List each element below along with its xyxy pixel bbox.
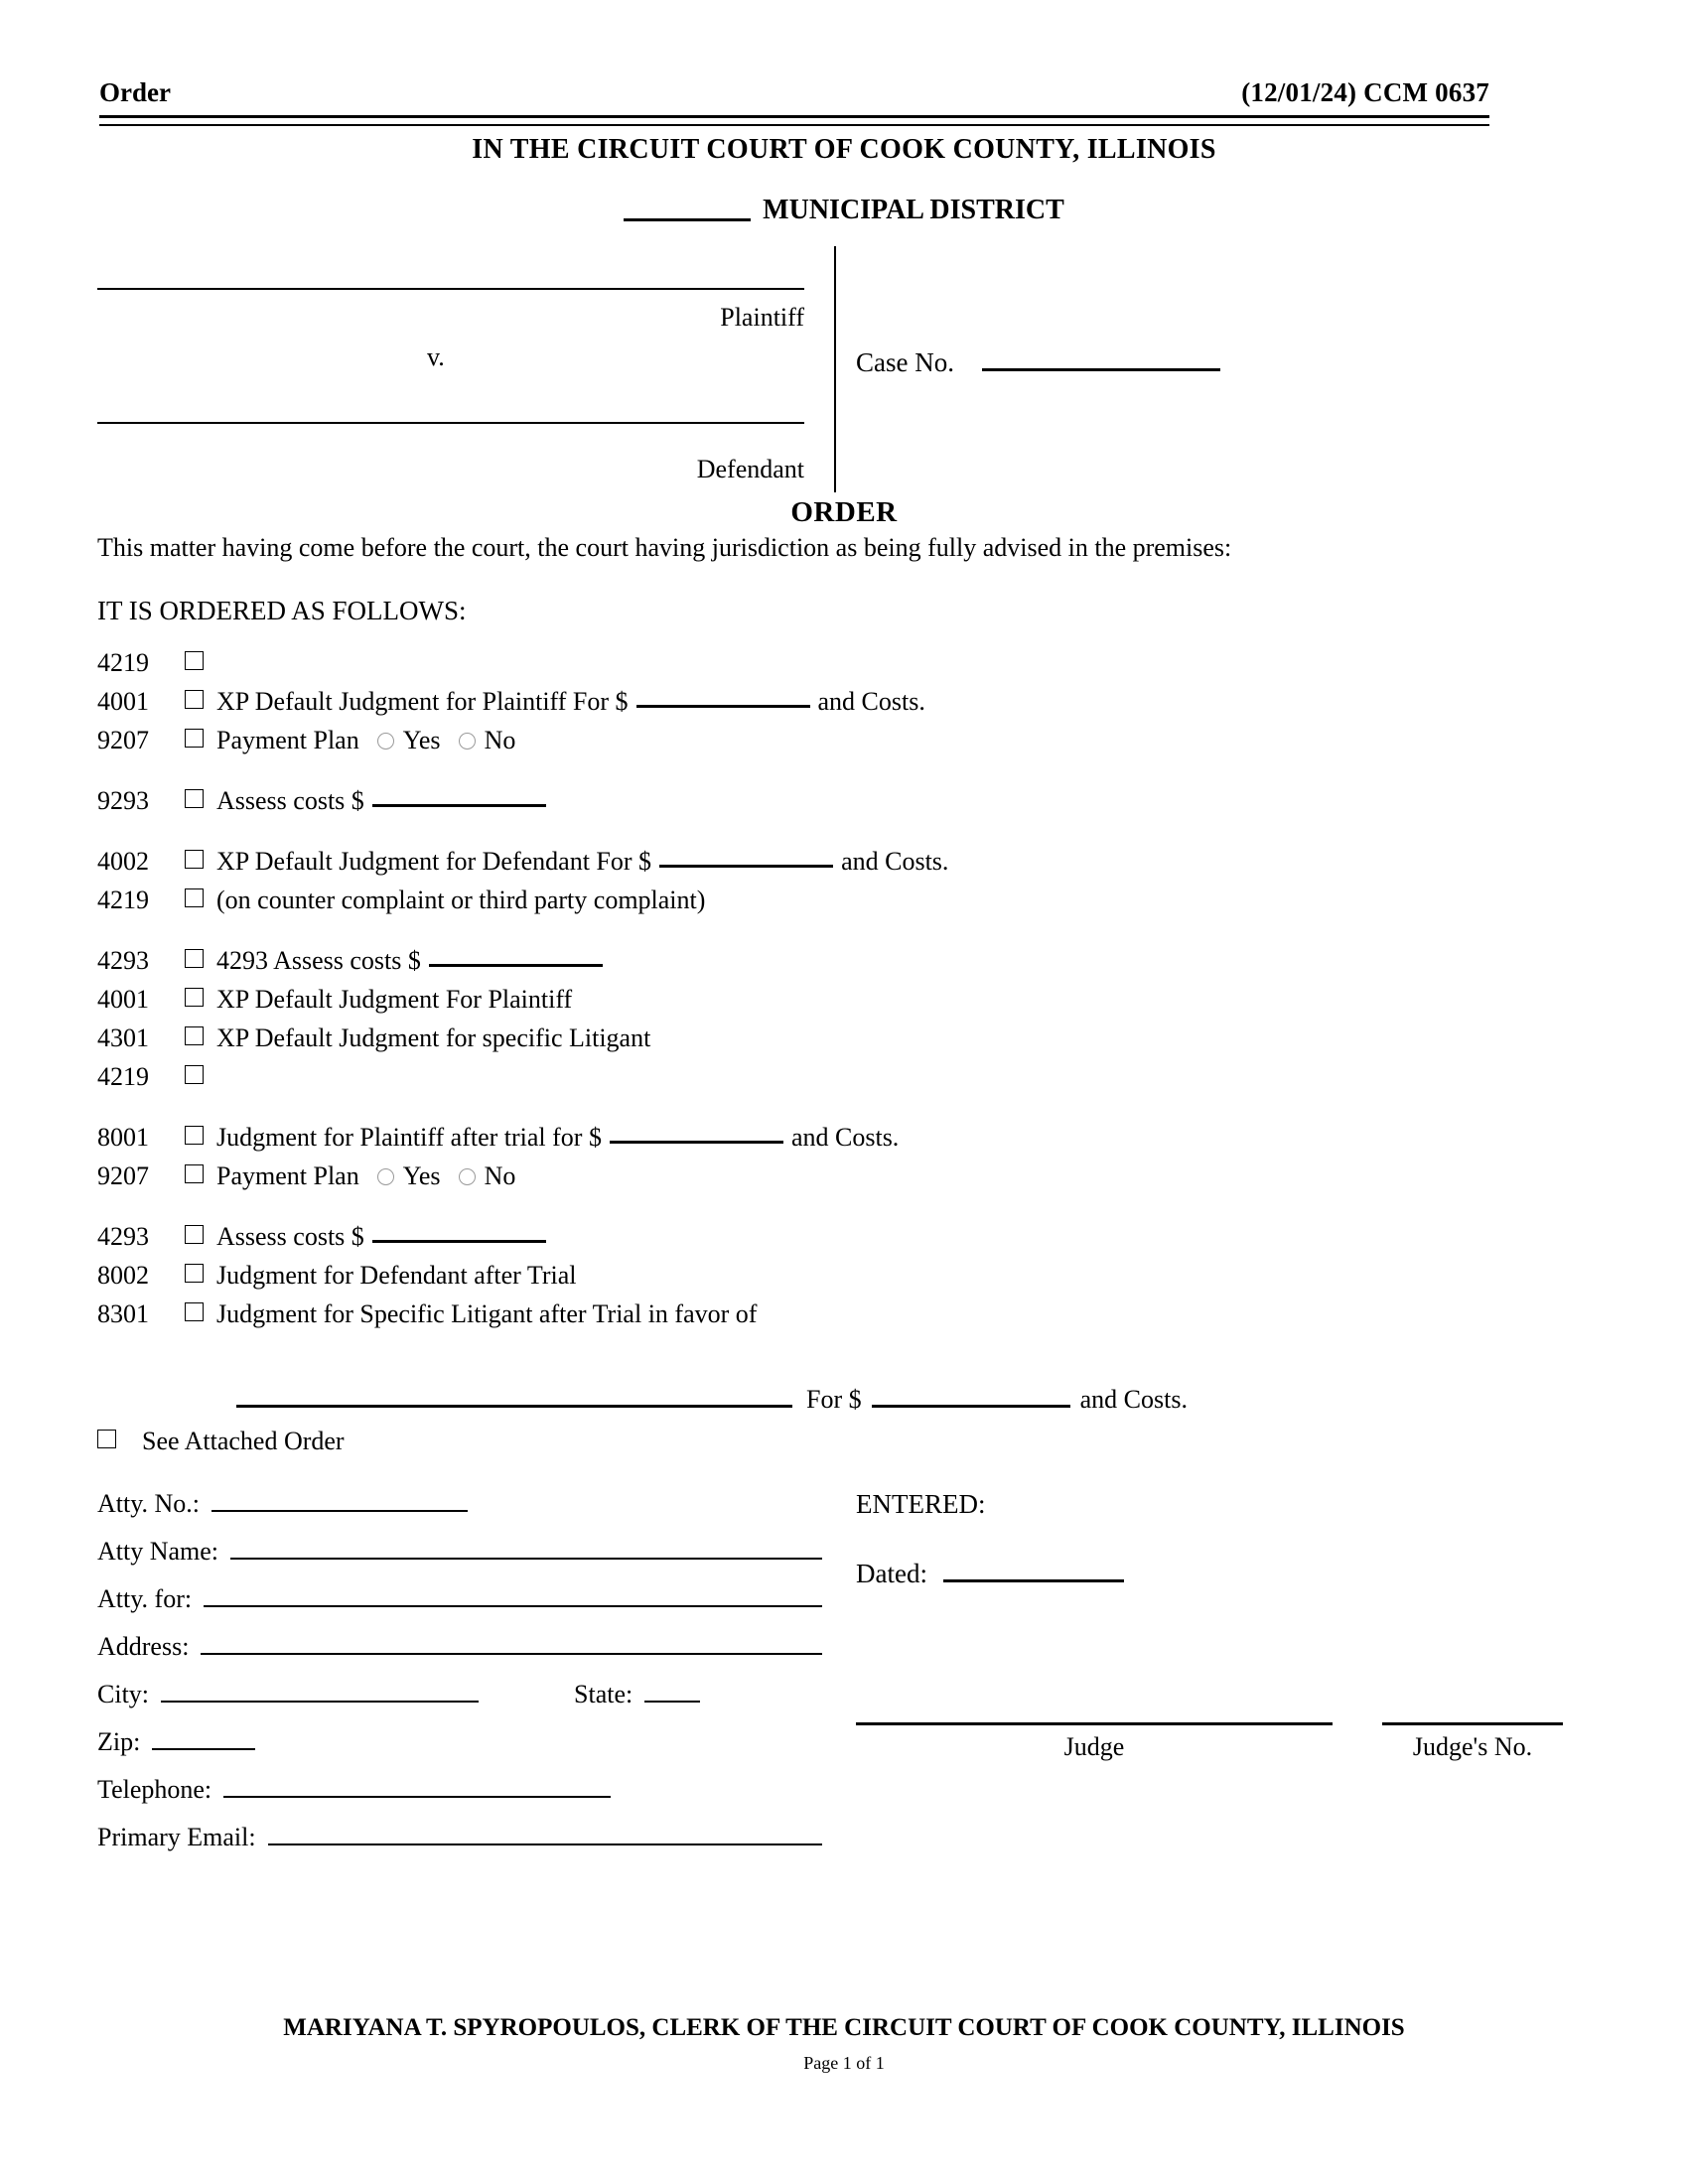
atty-for-field (97, 1584, 822, 1632)
amount-blank[interactable] (636, 705, 810, 708)
footer-clerk-line: MARIYANA T. SPYROPOULOS, CLERK OF THE CIRCUIT COURT OF COOK COUNTY, ILLINOIS (283, 2014, 1405, 2041)
radio-yes-label: Yes (402, 726, 441, 754)
order-item-row (97, 786, 1607, 825)
attorney-information-block (97, 1489, 822, 1870)
state-label: State: (574, 1680, 633, 1708)
in-favor-of-blank[interactable] (236, 1405, 792, 1408)
atty-name-input[interactable] (230, 1558, 822, 1560)
header-double-rule (99, 115, 1489, 126)
case-number-field (856, 347, 1220, 378)
item-code: 8002 (97, 1261, 149, 1290)
checkbox[interactable] (185, 789, 204, 808)
item-code: 9293 (97, 786, 149, 815)
city-label: City: (97, 1680, 150, 1708)
checkbox[interactable] (185, 949, 204, 968)
item-code: 4301 (97, 1024, 149, 1052)
order-item-row (97, 648, 1607, 687)
for-amount-label: For $ (806, 1385, 862, 1414)
atty-for-label: Atty. for: (97, 1584, 193, 1613)
checkbox[interactable] (185, 729, 204, 748)
item-label: Payment Plan (216, 726, 359, 754)
case-number-label: Case No. (856, 347, 954, 377)
radio-no[interactable] (459, 1168, 476, 1185)
order-item-row (97, 847, 1607, 886)
item-code: 4293 (97, 1222, 149, 1251)
city-state-field (97, 1680, 822, 1727)
address-label: Address: (97, 1632, 190, 1661)
checkbox[interactable] (185, 651, 204, 670)
order-item-row (97, 1024, 1607, 1062)
item-label: XP Default Judgment For Plaintiff (216, 985, 573, 1014)
amount-blank[interactable] (429, 964, 603, 967)
defendant-name-blank[interactable] (97, 422, 804, 424)
judge-number-line[interactable] (1382, 1722, 1563, 1725)
item-code: 4293 (97, 946, 149, 975)
item-code: 4219 (97, 1062, 149, 1091)
atty-no-input[interactable] (211, 1510, 468, 1512)
order-item-row (97, 886, 1607, 924)
item-code: 4001 (97, 687, 149, 716)
dated-label: Dated: (856, 1559, 927, 1588)
item-code: 4219 (97, 648, 149, 677)
item-label: Judgment for Plaintiff after trial for $ (216, 1123, 602, 1152)
plaintiff-name-blank[interactable] (97, 288, 804, 290)
telephone-input[interactable] (223, 1796, 611, 1798)
dated-field (856, 1559, 1124, 1589)
case-number-blank[interactable] (982, 368, 1220, 371)
item-label-suffix: and Costs. (817, 687, 925, 716)
zip-input[interactable] (152, 1748, 255, 1750)
checkbox[interactable] (185, 888, 204, 907)
item-code: 4001 (97, 985, 149, 1014)
order-item-row (97, 1123, 1607, 1161)
versus-label: v. (427, 342, 445, 371)
caption-vertical-divider (834, 246, 836, 492)
checkbox[interactable] (185, 1164, 204, 1183)
order-item-row (97, 1299, 1607, 1338)
plaintiff-label: Plaintiff (720, 303, 804, 332)
atty-name-label: Atty Name: (97, 1537, 219, 1566)
zip-field (97, 1727, 822, 1775)
checkbox[interactable] (185, 690, 204, 709)
radio-yes[interactable] (377, 733, 394, 750)
item-label: 4293 Assess costs $ (216, 946, 421, 975)
primary-email-input[interactable] (268, 1843, 822, 1845)
order-item-row (97, 946, 1607, 985)
primary-email-field (97, 1823, 822, 1870)
checkbox[interactable] (185, 1026, 204, 1045)
atty-for-input[interactable] (204, 1605, 822, 1607)
item-label: Judgment for Defendant after Trial (216, 1261, 577, 1290)
checkbox[interactable] (185, 1225, 204, 1244)
item-code: 9207 (97, 1161, 149, 1190)
amount-blank[interactable] (659, 865, 833, 868)
checkbox[interactable] (185, 850, 204, 869)
order-intro-text: This matter having come before the court, the court having jurisdiction as being fully advised in the premises: (97, 533, 1232, 562)
order-item-row (97, 687, 1607, 726)
item-code: 4219 (97, 886, 149, 914)
order-item-row (97, 726, 1607, 764)
order-item-row (97, 1222, 1607, 1261)
for-amount-blank[interactable] (872, 1405, 1070, 1408)
item-label: (on counter complaint or third party complaint) (216, 886, 706, 914)
order-heading: ORDER (790, 496, 898, 528)
item-label: XP Default Judgment for Defendant For $ (216, 847, 652, 876)
item-label: Assess costs $ (216, 1222, 364, 1251)
order-item-row (97, 1161, 1607, 1200)
defendant-label: Defendant (696, 455, 804, 483)
municipal-district-number-blank[interactable] (624, 218, 751, 221)
amount-blank[interactable] (372, 804, 546, 807)
form-header-revision-code: (12/01/24) CCM 0637 (1241, 77, 1489, 107)
dated-input[interactable] (943, 1579, 1124, 1582)
item-code: 4002 (97, 847, 149, 876)
checkbox[interactable] (185, 1264, 204, 1283)
item-label: Judgment for Specific Litigant after Trial in favor of (216, 1299, 758, 1328)
atty-no-field (97, 1489, 822, 1537)
form-header (99, 77, 1489, 108)
checkbox[interactable] (97, 1430, 116, 1448)
city-input[interactable] (161, 1701, 479, 1703)
order-item-row (97, 985, 1607, 1024)
see-attached-order-label: See Attached Order (142, 1427, 345, 1455)
judge-signature-line[interactable] (856, 1722, 1333, 1725)
checkbox[interactable] (185, 1302, 204, 1321)
judge-label: Judge (1063, 1732, 1125, 1761)
atty-no-label: Atty. No.: (97, 1489, 201, 1518)
state-input[interactable] (644, 1701, 700, 1703)
in-favor-of-line (97, 1385, 1537, 1415)
item-label-suffix: and Costs. (841, 847, 949, 876)
item-code: 8301 (97, 1299, 149, 1328)
item-code: 8001 (97, 1123, 149, 1152)
telephone-label: Telephone: (97, 1775, 212, 1804)
zip-label: Zip: (97, 1727, 141, 1756)
municipal-district-row (0, 195, 1688, 226)
court-title: IN THE CIRCUIT COURT OF COOK COUNTY, ILLINOIS (472, 134, 1216, 165)
see-attached-order-row[interactable] (97, 1427, 345, 1456)
amount-blank[interactable] (610, 1141, 783, 1144)
primary-email-label: Primary Email: (97, 1823, 256, 1851)
and-costs-label: and Costs. (1079, 1385, 1188, 1414)
checkbox[interactable] (185, 1065, 204, 1084)
item-code: 9207 (97, 726, 149, 754)
item-label: Payment Plan (216, 1161, 359, 1190)
checkbox[interactable] (185, 988, 204, 1007)
item-label: Assess costs $ (216, 786, 364, 815)
order-item-row (97, 1062, 1607, 1101)
radio-yes[interactable] (377, 1168, 394, 1185)
form-header-left-label: Order (99, 77, 171, 107)
footer-page-number: Page 1 of 1 (803, 2053, 885, 2073)
checkbox[interactable] (185, 1126, 204, 1145)
municipal-district-label: MUNICIPAL DISTRICT (763, 195, 1064, 225)
item-label-suffix: and Costs. (790, 1123, 900, 1152)
ordered-as-follows-label: IT IS ORDERED AS FOLLOWS: (97, 596, 467, 625)
address-input[interactable] (201, 1653, 822, 1655)
order-item-row (97, 1261, 1607, 1299)
atty-name-field (97, 1537, 822, 1584)
radio-no[interactable] (459, 733, 476, 750)
telephone-field (97, 1775, 822, 1823)
order-items-list (97, 648, 1607, 1338)
amount-blank[interactable] (372, 1240, 546, 1243)
radio-no-label: No (484, 1161, 516, 1190)
judge-number-label: Judge's No. (1412, 1732, 1533, 1761)
address-field (97, 1632, 822, 1680)
item-label: XP Default Judgment for Plaintiff For $ (216, 687, 629, 716)
radio-no-label: No (484, 726, 516, 754)
item-label: XP Default Judgment for specific Litigant (216, 1024, 651, 1052)
entered-label: ENTERED: (856, 1489, 986, 1519)
radio-yes-label: Yes (402, 1161, 441, 1190)
